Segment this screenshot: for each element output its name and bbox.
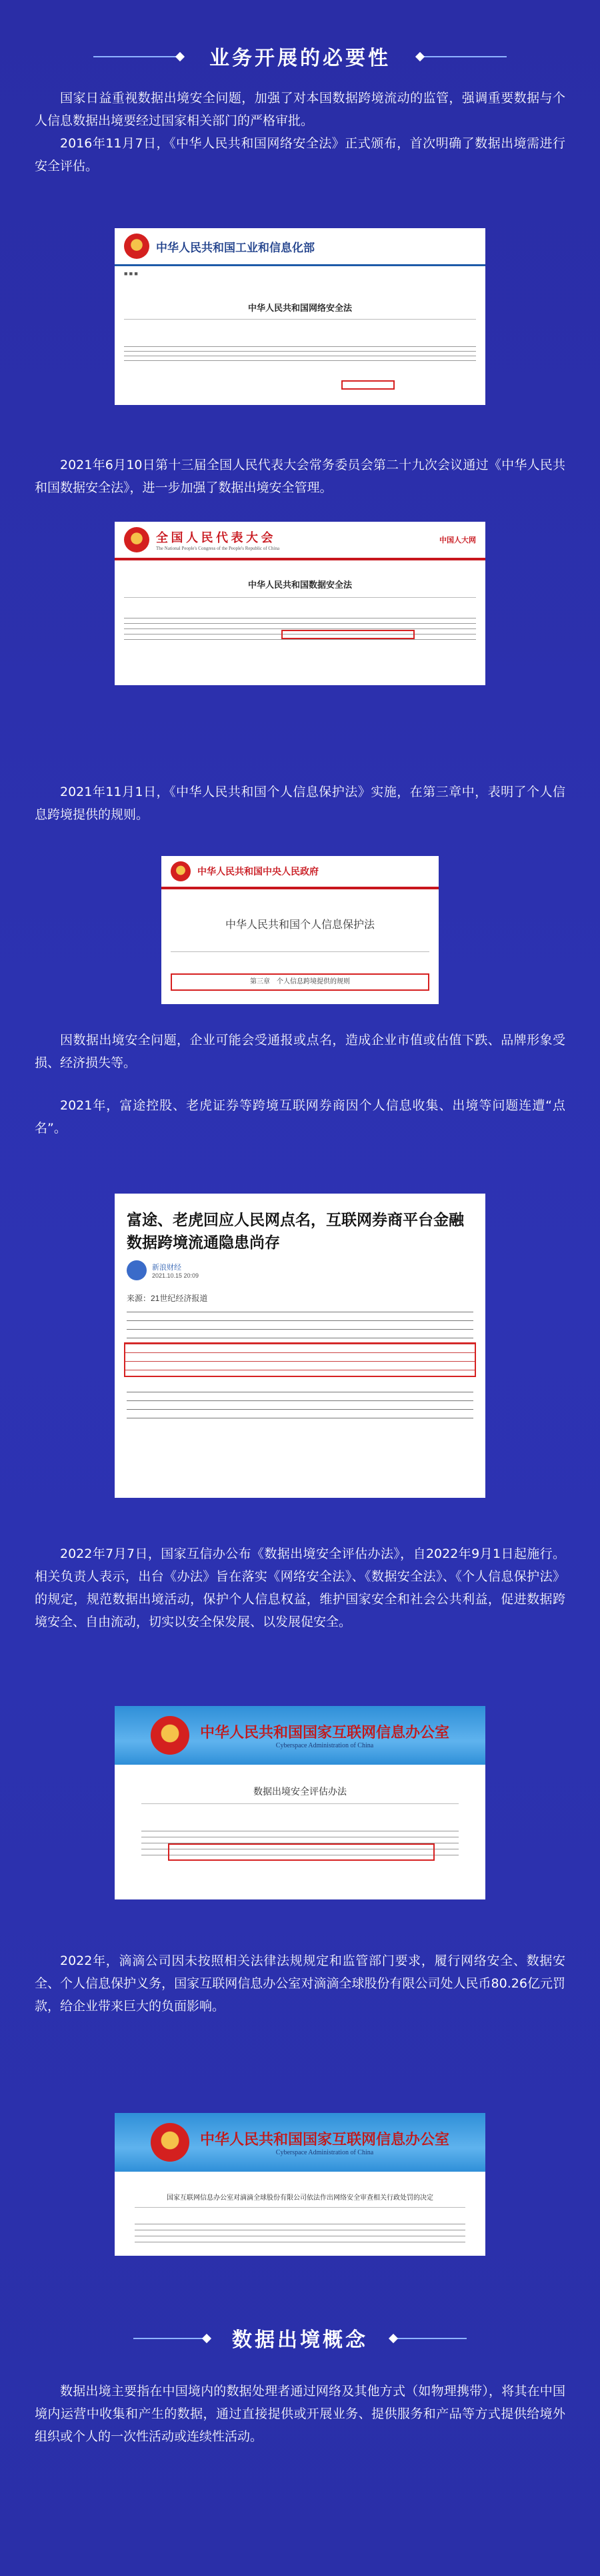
gov-doc-title: 中华人民共和国个人信息保护法 <box>225 919 375 931</box>
news-headline: 富途、老虎回应人民网点名，互联网券商平台金融数据跨境流通隐患尚存 <box>127 1211 464 1251</box>
paragraph-impact-text: 因数据出境安全问题，企业可能会受通报或点名，造成企业市值或估值下跌、品牌形象受损、经济损失等。 <box>35 1033 565 1070</box>
divider <box>135 2207 465 2208</box>
miit-site-title: 中华人民共和国工业和信息化部 <box>156 241 315 254</box>
paragraph-didi <box>35 1950 565 2018</box>
highlight-box <box>168 1843 435 1861</box>
cac-site-title: 中华人民共和国国家互联网信息办公室 <box>199 2131 449 2148</box>
gov-chapter-text: 第三章 个人信息跨境提供的规则 <box>250 978 350 985</box>
title-decoration-right <box>420 56 507 57</box>
cac-banner <box>115 1706 485 1765</box>
npc-site-subtitle: The National People's Congress of the People's Republic of China <box>156 546 280 551</box>
divider <box>141 1803 459 1804</box>
paragraph-didi-text: 2022年，滴滴公司因未按照相关法律法规规定和监管部门要求，履行网络安全、数据安全、个人信息保护义务，国家互联网信息办公室对滴滴全球股份有限公司处人民币80.26亿元罚款，给企业带来巨大的负面影响。 <box>35 1954 565 2014</box>
cac-text-block <box>135 2224 465 2248</box>
paragraph-concept <box>35 2380 565 2448</box>
paragraph-assessment-measures <box>35 1543 565 1633</box>
section-title-concept: 数据出境概念 <box>232 2328 368 2352</box>
screenshot-miit-cybersecurity-law <box>115 228 485 405</box>
news-author: 新浪财经 <box>152 1264 181 1272</box>
paragraph-pipl <box>35 781 565 826</box>
national-emblem-icon <box>151 1716 189 1755</box>
paragraph-data-security-law <box>35 454 565 499</box>
npc-header <box>115 522 485 558</box>
paragraph-cybersecurity-law: 2016年11月7日，《中华人民共和国网络安全法》正式颁布，首次明确了数据出境需进行安全评估。 <box>35 136 565 173</box>
author-avatar <box>127 1260 147 1280</box>
gov-site-title: 中华人民共和国中央人民政府 <box>197 867 319 877</box>
cac-banner <box>115 2113 485 2172</box>
news-source: 来源：21世纪经济报道 <box>127 1294 208 1303</box>
paragraph-impact <box>35 1029 565 1140</box>
gov-chapter-box <box>171 973 429 991</box>
miit-header <box>115 228 485 266</box>
npc-red-bar <box>115 558 485 560</box>
news-text-block-2 <box>127 1392 473 1418</box>
npc-logo-right: 中国人大网 <box>439 536 476 544</box>
npc-doc-title: 中华人民共和国数据安全法 <box>247 580 352 590</box>
cac-site-subtitle: Cyberspace Administration of China <box>275 1742 374 1749</box>
screenshot-npc-data-security-law <box>115 522 485 685</box>
screenshot-cac-assessment-measures <box>115 1706 485 1899</box>
news-date: 2021.10.15 20:09 <box>152 1272 199 1279</box>
national-emblem-icon <box>171 861 191 881</box>
screenshot-news-futu-tiger <box>115 1194 485 1498</box>
gov-red-bar <box>161 887 439 889</box>
divider <box>171 951 429 952</box>
paragraph-intro <box>35 87 565 177</box>
section-title-necessity: 业务开展的必要性 <box>209 47 391 70</box>
paragraph-concept-text: 数据出境主要指在中国境内的数据处理者通过网络及其他方式（如物理携带），将其在中国境内运营中收集和产生的数据，通过直接提供或开展业务、提供服务和产品等方式提供给境外组织或个人的一次性活动或连续性活动。 <box>35 2384 565 2444</box>
gov-header <box>161 856 439 887</box>
miit-breadcrumb: ■ ■ ■ <box>124 270 138 277</box>
cac-site-title: 中华人民共和国国家互联网信息办公室 <box>199 1724 449 1741</box>
national-emblem-icon <box>151 2123 189 2162</box>
divider <box>124 597 476 598</box>
news-highlight-box <box>124 1342 476 1377</box>
national-emblem-icon <box>124 234 149 259</box>
cac-site-subtitle: Cyberspace Administration of China <box>275 2149 374 2156</box>
npc-site-title: 全 国 人 民 代 表 大 会 <box>156 531 273 544</box>
screenshot-cac-didi-penalty <box>115 2113 485 2256</box>
screenshot-gov-pipl <box>161 856 439 1004</box>
news-text-block-1 <box>127 1312 473 1338</box>
miit-text-block <box>124 346 476 365</box>
paragraph-intro-text: 国家日益重视数据出境安全问题，加强了对本国数据跨境流动的监管，强调重要数据与个人信息数据出境要经过国家相关部门的严格审批。 <box>35 91 565 128</box>
news-meta <box>115 1260 485 1280</box>
paragraph-assessment-measures-text: 2022年7月7日，国家互信办公布《数据出境安全评估办法》，自2022年9月1日起施行。相关负责人表示，出台《办法》旨在落实《网络安全法》、《数据安全法》、《个人信息保护法》的规定，规范数据出境活动，保护个人信息权益，维护国家安全和社会公共利益，促进数据跨境安全、自由流动，切实以安全保发展、以发展促安全。 <box>35 1547 565 1629</box>
highlight-box <box>281 630 415 639</box>
paragraph-brokers: 2021年，富途控股、老虎证券等跨境互联网券商因个人信息收集、出境等问题连遭“点名”。 <box>35 1098 565 1136</box>
cac-doc-title: 数据出境安全评估办法 <box>253 1787 347 1797</box>
cac-doc-title: 国家互联网信息办公室对滴滴全球股份有限公司依法作出网络安全审查相关行政处罚的决定 <box>167 2194 433 2202</box>
paragraph-pipl-text: 2021年11月1日，《中华人民共和国个人信息保护法》实施，在第三章中，表明了个人信息跨境提供的规则。 <box>35 785 565 822</box>
highlight-box <box>341 380 395 390</box>
divider <box>124 319 476 320</box>
miit-doc-title: 中华人民共和国网络安全法 <box>247 303 352 313</box>
title-decoration-right <box>393 2338 467 2339</box>
national-emblem-icon <box>124 527 149 552</box>
paragraph-data-security-law-text: 2021年6月10日第十三届全国人民代表大会常务委员会第二十九次会议通过《中华人民共和国数据安全法》，进一步加强了数据出境安全管理。 <box>35 458 565 495</box>
